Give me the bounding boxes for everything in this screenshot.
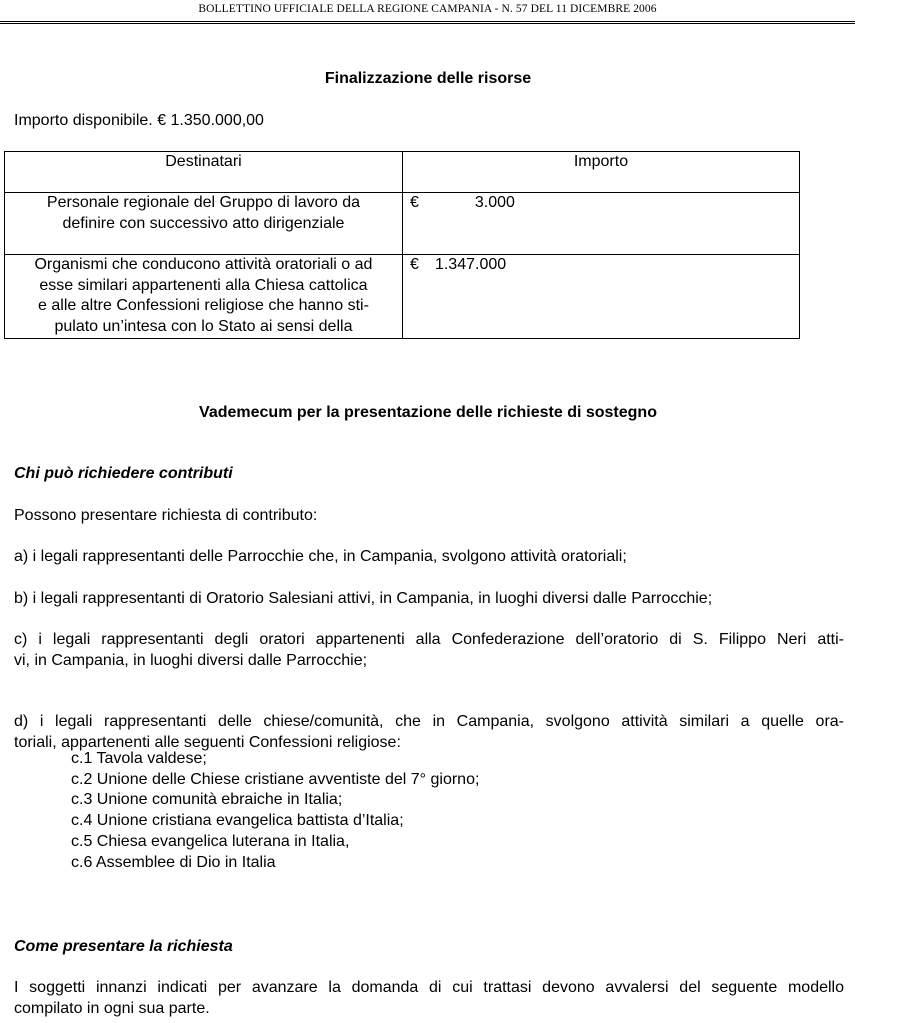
subheading-who-can-apply: Chi può richiedere contributi — [14, 465, 233, 482]
table-row — [5, 193, 800, 255]
recipient-line: definire con successivo atto dirigenziale — [62, 214, 345, 232]
list-item-b: b) i legali rappresentanti di Oratorio Salesiani attivi, in Campania, in luoghi diversi dalle Parrocchie; — [14, 590, 713, 607]
list-item-d-line: d) i legali rappresentanti delle chiese/comunità, che in Campania, svolgono attività similari a quelle ora- — [14, 713, 844, 730]
table-row — [5, 255, 800, 339]
currency-symbol: € — [409, 256, 419, 273]
amount-cell — [402, 193, 799, 255]
amount-cell — [402, 255, 799, 339]
amount-value: 3.000 — [474, 194, 515, 211]
confession-item: c.6 Assemblee di Dio in Italia — [71, 853, 276, 871]
table-header-row — [5, 152, 800, 193]
list-item-a: a) i legali rappresentanti delle Parrocchie che, in Campania, svolgono attività oratoriali; — [14, 548, 627, 565]
list-item-c-line: c) i legali rappresentanti degli oratori appartenenti alla Confederazione dell’oratorio di S. Filippo Neri atti- — [14, 631, 844, 648]
confession-item: c.3 Unione comunità ebraiche in Italia; — [71, 791, 343, 809]
resources-table — [4, 151, 800, 339]
column-header-destinatari: Destinatari — [5, 152, 403, 193]
currency-symbol: € — [409, 194, 419, 211]
list-item-d-line: toriali, appartenenti alle seguenti Confessioni religiose: — [14, 734, 401, 751]
confession-item: c.4 Unione cristiana evangelica battista d’Italia; — [71, 812, 404, 830]
confession-item: c.5 Chiesa evangelica luterana in Italia, — [71, 832, 350, 850]
final-paragraph-line: compilato in ogni sua parte. — [14, 1000, 210, 1017]
list-item-c-line: vi, in Campania, in luoghi diversi dalle Parrocchie; — [14, 652, 368, 669]
available-amount: Importo disponibile. € 1.350.000,00 — [14, 112, 264, 129]
column-header-importo: Importo — [402, 152, 799, 193]
recipient-line: Organismi che conducono attività oratoriali o ad — [34, 256, 373, 273]
subheading-how-to-apply: Come presentare la richiesta — [14, 938, 233, 955]
confessions-list — [71, 749, 479, 873]
intro-text: Possono presentare richiesta di contributo: — [14, 507, 318, 524]
amount-value: 1.347.000 — [434, 256, 507, 273]
confession-item: c.2 Unione delle Chiese cristiane avventiste del 7° giorno; — [71, 770, 480, 788]
recipient-cell — [5, 193, 403, 255]
bulletin-header: BOLLETTINO UFFICIALE DELLA REGIONE CAMPANIA - N. 57 DEL 11 DICEMBRE 2006 — [0, 0, 855, 24]
list-item-d — [14, 711, 844, 753]
recipient-cell — [5, 255, 403, 339]
list-item-c — [14, 629, 844, 671]
recipient-line: pulato un’intesa con lo Stato ai sensi della — [54, 317, 353, 335]
confession-item: c.1 Tavola valdese; — [71, 750, 207, 767]
final-paragraph — [14, 977, 844, 1019]
recipient-line: esse similari appartenenti alla Chiesa cattolica — [39, 276, 368, 294]
section-title-resources: Finalizzazione delle risorse — [324, 70, 532, 87]
section-title-vademecum: Vademecum per la presentazione delle richieste di sostegno — [199, 404, 657, 421]
final-paragraph-line: I soggetti innanzi indicati per avanzare la domanda di cui trattasi devono avvalersi del seguente modello — [14, 979, 844, 996]
recipient-line: Personale regionale del Gruppo di lavoro da — [46, 194, 361, 211]
recipient-line: e alle altre Confessioni religiose che hanno sti- — [38, 297, 369, 314]
